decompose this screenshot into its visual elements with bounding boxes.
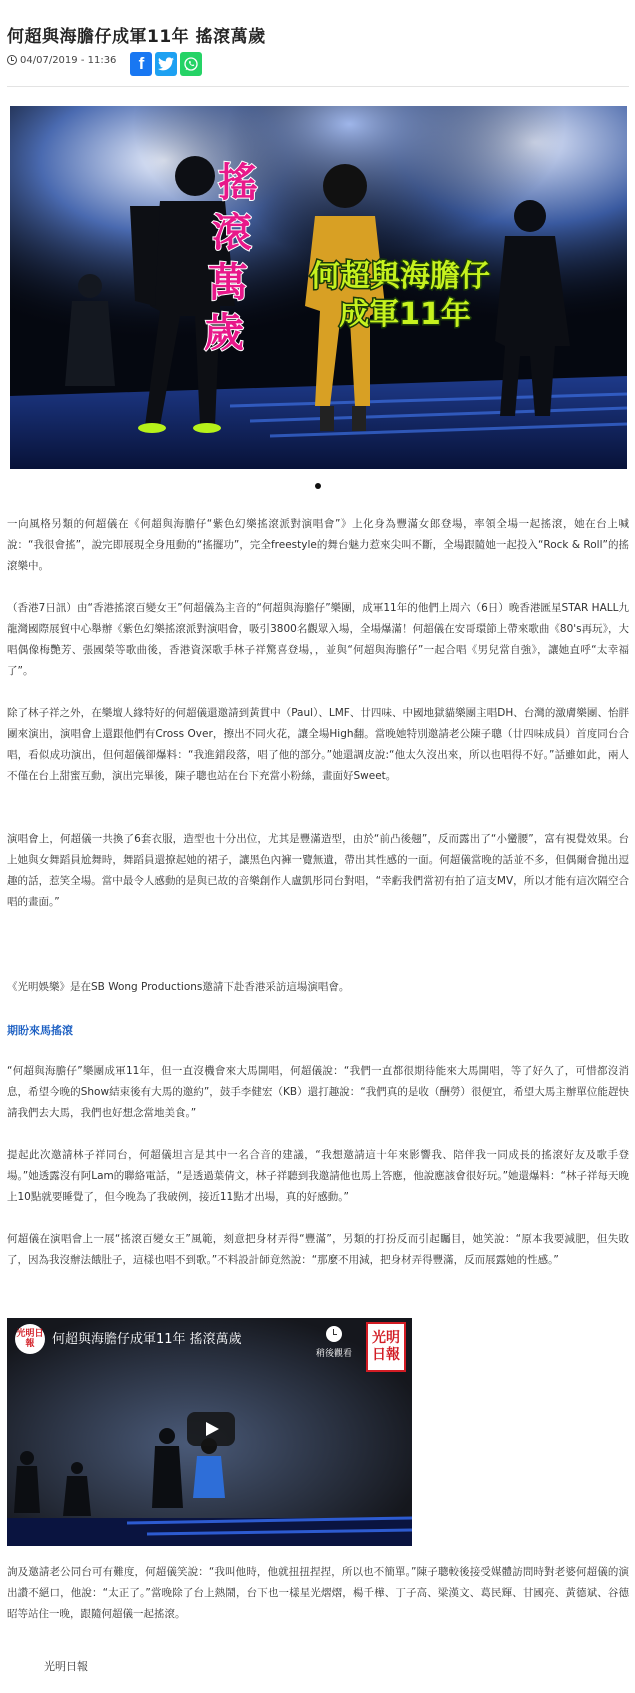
article-meta bbox=[7, 51, 205, 77]
paragraph-9: 詢及邀請老公同台可有難度，何超儀笑說：“我叫他時，他就扭扭捏捏，所以也不簡單。”陳子聰較後接受媒體訪問時對老婆何超儀的演出讚不絕口，他說：“太正了。”當晚除了台上熱鬧，台下也一樣星光熠熠，楊千樺、丁子高、梁漢文、葛民輝、甘國亮、黃德斌、谷德昭等站住一晚，跟隨何超儀一起搖滾。 bbox=[7, 1566, 629, 1620]
paragraph-4: 演唱會上，何超儀一共換了6套衣服，造型也十分出位，尤其是豐滿造型，由於“前凸後翹”，反而露出了“小蠻腰”，富有視覺效果。台上她與女舞蹈員尬舞時，舞蹈員還撩起她的裙子，讓黑色內褲一覽無遺，帶出其性感的一面。何超儀當晚的話並不多，但偶爾會拋出逗趣的話，惹笑全場。當中最令人感動的是與已故的音樂創作人盧凱彤同台對唱，“幸虧我們當初有拍了這支MV，所以才能有這次隔空合唱的畫面。” bbox=[7, 833, 629, 908]
divider bbox=[7, 86, 629, 87]
brand-logo bbox=[366, 1322, 406, 1372]
clock-icon bbox=[326, 1326, 342, 1342]
hero-overlay-line-1: 何超與海膽仔 bbox=[310, 259, 490, 294]
brand-logo-line-2: 日報 bbox=[372, 1347, 400, 1363]
hero-overlay-line-2: 成軍11年 bbox=[339, 297, 471, 332]
clock-icon bbox=[7, 55, 17, 65]
hero-overlay-char-1: 搖 bbox=[218, 160, 258, 206]
paragraph-1: 一向風格另類的何超儀在《何超與海膽仔“紫色幻樂搖滾派對演唱會”》上化身為豐滿女郎登場，率領全場一起搖滾，她在台上喊說：“我很會搖”，說完即展現全身甩動的“搖擺功”，完全freestyle的舞台魅力惹來尖叫不斷，全場跟隨她一起投入“Rock & Roll”的搖滾樂中。 bbox=[7, 518, 629, 572]
whatsapp-icon bbox=[183, 56, 199, 72]
concert-photo bbox=[10, 106, 627, 469]
section-subheading: 期盼來馬搖滾 bbox=[7, 1024, 73, 1037]
play-button[interactable] bbox=[187, 1412, 235, 1446]
brand-logo-line-1: 光明 bbox=[372, 1330, 400, 1346]
facebook-icon: f bbox=[138, 54, 145, 73]
hero-overlay-char-2: 滾 bbox=[212, 210, 252, 256]
paragraph-6: “何超與海膽仔”樂團成軍11年，但一直沒機會來大馬開唱，何超儀說：“我們一直都很期待能來大馬開唱，等了好久了，可惜都沒消息，希望今晚的Show結束後有大馬的邀約”，鼓手李健宏（KB）還打趣說：“我們真的是收（酬勞）很便宜，希望大馬主辦單位能趕快請我們去大馬，我們也好想念當地美食。” bbox=[7, 1065, 629, 1119]
paragraph-5: 《光明娛樂》是在SB Wong Productions邀請下赴香港采訪這場演唱會。 bbox=[7, 981, 350, 993]
facebook-share-button[interactable] bbox=[130, 52, 152, 76]
watch-later-button[interactable] bbox=[314, 1326, 354, 1359]
twitter-share-button[interactable] bbox=[155, 52, 177, 76]
embedded-video[interactable] bbox=[7, 1318, 412, 1546]
whatsapp-share-button[interactable] bbox=[180, 52, 202, 76]
paragraph-8: 何超儀在演唱會上一展“搖滾百變女王”風範，刻意把身材弄得“豐滿”，另類的打扮反而引起矚目，她笑說：“原本我要減肥，但失敗了，因為我沒辦法餓肚子，這樣也唱不到歌。”不料設計師竟然說：“那麼不用減，把身材弄得豐滿，反而展露她的性感。” bbox=[7, 1233, 629, 1266]
carousel-dot[interactable] bbox=[315, 483, 321, 489]
channel-logo[interactable]: 光明日報 bbox=[15, 1324, 45, 1354]
hero-image[interactable] bbox=[10, 106, 627, 469]
hero-overlay-char-3: 萬 bbox=[208, 260, 248, 306]
share-buttons bbox=[130, 52, 205, 76]
video-title[interactable]: 何超與海膽仔成軍11年 搖滾萬歲 bbox=[52, 1332, 242, 1347]
article-title: 何超與海膽仔成軍11年 搖滾萬歲 bbox=[7, 27, 266, 47]
paragraph-3: 除了林子祥之外，在樂壇人緣特好的何超儀還邀請到黃貫中（Paul）、LMF、廿四味、中國地獄貓樂團主唱DH、台灣的激膚樂團、怡胖團來演出，演唱會上還跟他們有Cross Over，擦出不同火花，讓全場High翻。當晚她特別邀請老公陳子聰（廿四味成員）首度同台合唱，看似成功演出，但何超儀卻爆料：“我進錯段落，唱了他的部分。”她還調皮說:“他太久沒出來，所以也唱得不好。”話雖如此，兩人不僅在台上甜蜜互動，演出完畢後，陳子聰也站在台下充當小粉絲，畫面好Sweet。 bbox=[7, 707, 629, 782]
twitter-icon bbox=[158, 57, 174, 71]
paragraph-7: 提起此次邀請林子祥同台，何超儀坦言是其中一名合音的建議，“我想邀請這十年來影響我、陪伴我一同成長的搖滾好友及歌手登場。”她透露沒有阿Lam的聯絡電話，“是透過葉倩文，林子祥聽到我邀請他也馬上答應，他說應該會很好玩。”她還爆料：“林子祥每天晚上10點就要睡覺了，但今晚為了我破例，接近11點才出場，真的好感動。” bbox=[7, 1149, 629, 1203]
article-date: 04/07/2019 - 11:36 bbox=[20, 54, 117, 66]
article-signature: 光明日報 bbox=[44, 1660, 88, 1673]
watch-later-label: 稍後觀看 bbox=[315, 1349, 352, 1359]
paragraph-2: （香港7日訊）由“香港搖滾百變女王”何超儀為主音的“何超與海膽仔”樂團，成軍11年的他們上周六（6日）晚香港匯星STAR HALL九龍灣國際展貿中心舉辦《紫色幻樂搖滾派對演唱會，吸引3800名觀眾入場，全場爆滿！何超儀在安哥環節上帶來歌曲《80's再玩》，大唱偶像梅艷芳、張國榮等歌曲後，香港資深歌手林子祥驚喜登場，，並與“何超與海膽仔”一起合唱《男兒當自強》，讓她直呼“太幸福了”。 bbox=[7, 602, 629, 677]
hero-overlay-char-4: 歲 bbox=[204, 310, 244, 356]
